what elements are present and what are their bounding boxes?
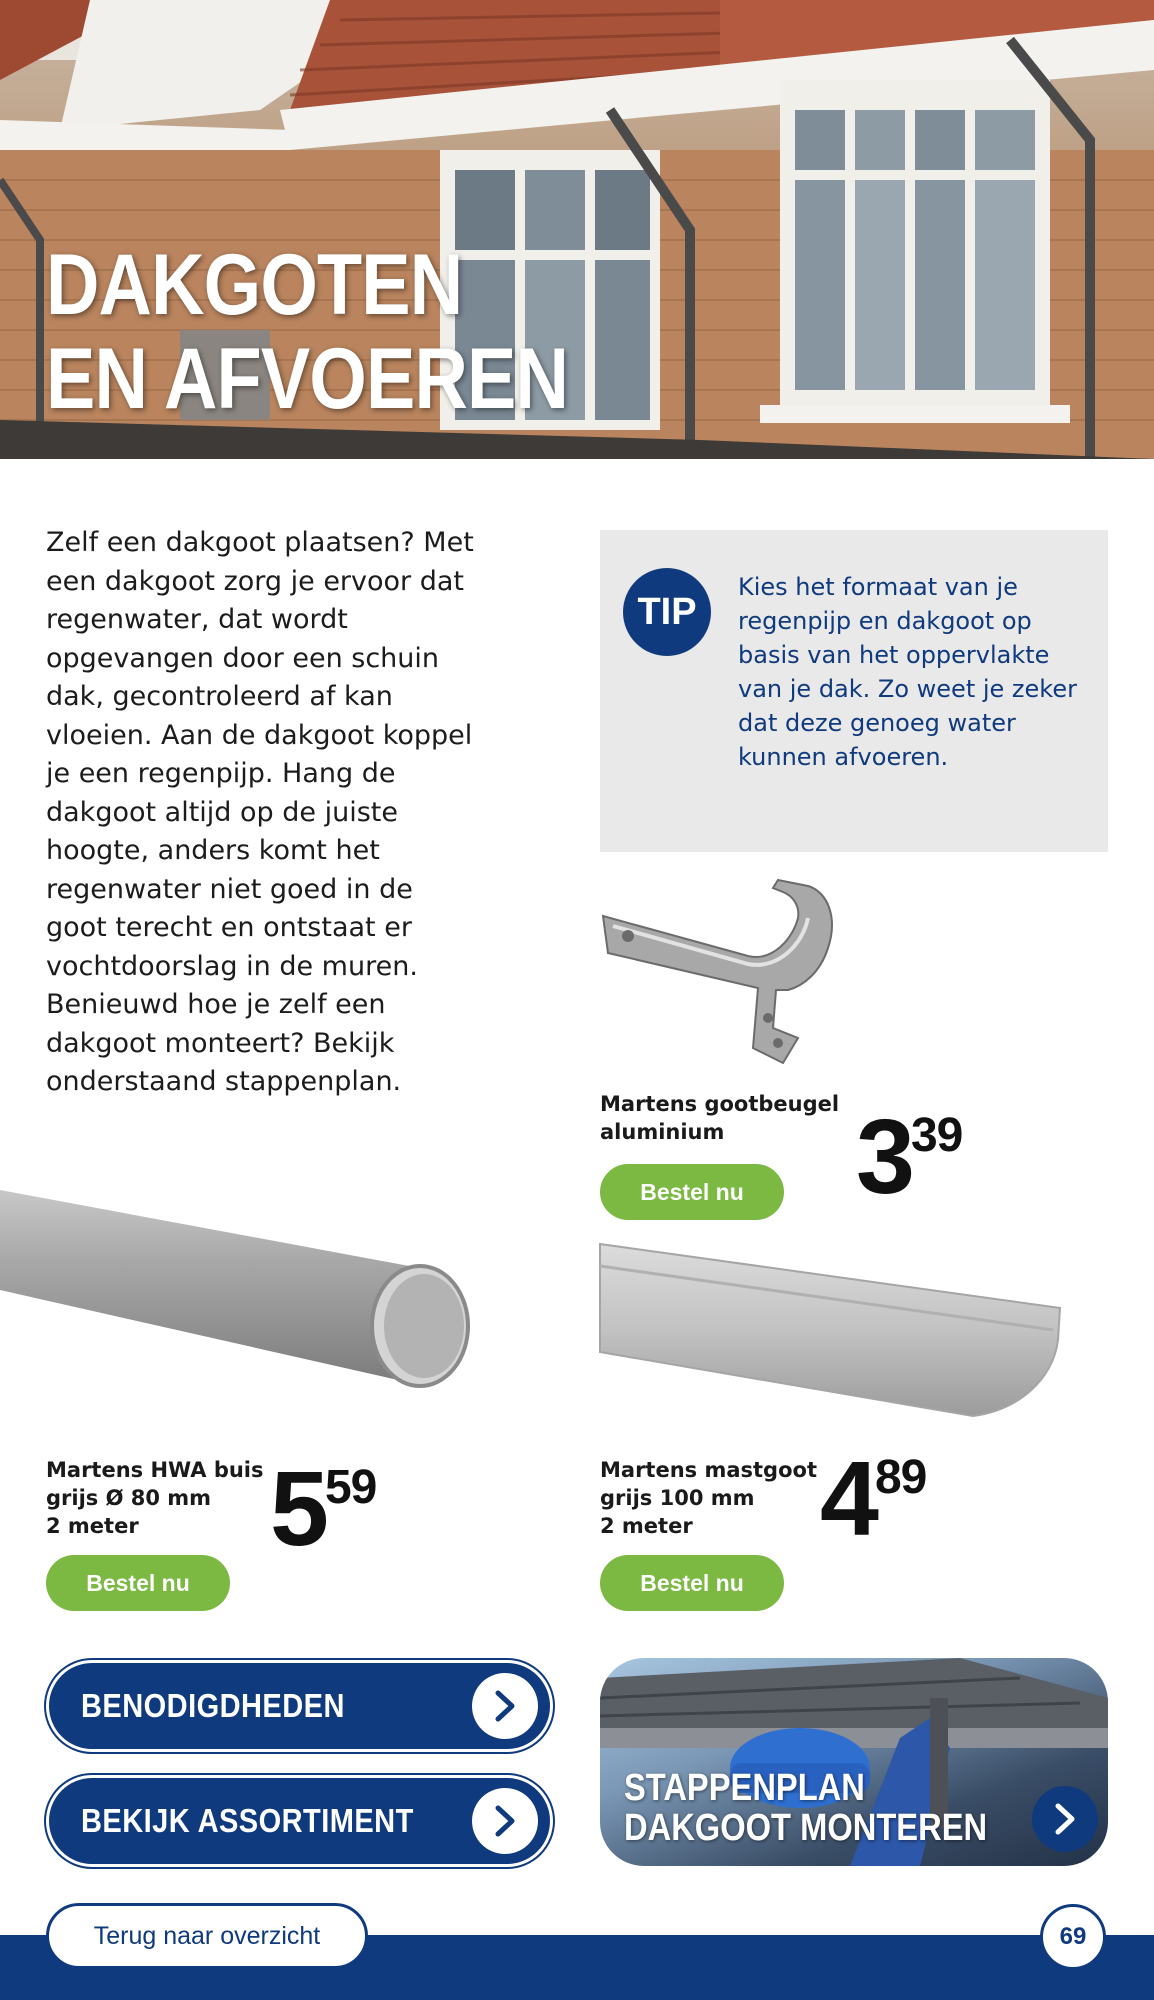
- title-line-1: DAKGOTEN: [46, 237, 463, 333]
- benodigdheden-button[interactable]: [46, 1660, 553, 1752]
- product-name-hwa-buis: Martens HWA buis grijs Ø 80 mm 2 meter: [46, 1458, 264, 1538]
- price-decimals: 89: [874, 1451, 927, 1504]
- product-name-gootbeugel: Martens gootbeugel aluminium: [600, 1092, 840, 1144]
- page-title: [46, 238, 568, 426]
- price-decimals: 39: [910, 1109, 963, 1162]
- gootbeugel-image: [598, 878, 878, 1068]
- title-line-2: EN AFVOEREN: [46, 331, 569, 427]
- intro-text: Zelf een dakgoot plaatsen? Met een dakgoot zorg je ervoor dat regenwater, dat wordt opgevangen door een schuin dak, gecontroleerd af kan vloeien. Aan de dakgoot koppel je een regenpijp. Hang de dakgoot altijd op de juiste hoogte, anders komt het regenwater niet goed in de goot terecht en ontstaat er vochtdoorslag in de muren. Benieuwd hoe je zelf een dakgoot monteert? Bekijk onderstaand stappenplan.: [46, 527, 474, 1097]
- order-button-gootbeugel[interactable]: Bestel nu: [600, 1164, 784, 1220]
- hero-banner: [0, 0, 1154, 459]
- price-integer: 5: [270, 1450, 325, 1568]
- benodigdheden-label: BENODIGDHEDEN: [81, 1687, 345, 1724]
- tip-text: Kies het formaat van je regenpijp en dakgoot op basis van het oppervlakte van je dak. Zo weet je zeker dat deze genoeg water kunnen afvoeren.: [738, 573, 1077, 771]
- tip-box: [600, 530, 1108, 852]
- chevron-right-icon: [472, 1788, 538, 1854]
- mastgoot-image: [598, 1240, 1068, 1420]
- price-integer: 4: [820, 1440, 875, 1558]
- tip-badge: TIP: [623, 568, 711, 656]
- price-gootbeugel: [856, 1098, 963, 1216]
- stappenplan-card[interactable]: [600, 1658, 1108, 1866]
- bekijk-assortiment-label: BEKIJK ASSORTIMENT: [81, 1802, 414, 1839]
- product-name-mastgoot: Martens mastgoot grijs 100 mm 2 meter: [600, 1458, 817, 1538]
- order-button-hwa-buis[interactable]: Bestel nu: [46, 1555, 230, 1611]
- back-to-overview-button[interactable]: Terug naar overzicht: [46, 1903, 368, 1969]
- page-number: 69: [1040, 1904, 1106, 1970]
- price-mastgoot: [820, 1440, 927, 1558]
- price-decimals: 59: [324, 1461, 377, 1514]
- stappenplan-title: STAPPENPLAN DAKGOOT MONTEREN: [624, 1767, 988, 1849]
- chevron-right-icon: [1032, 1786, 1098, 1852]
- order-button-mastgoot[interactable]: Bestel nu: [600, 1555, 784, 1611]
- hwa-buis-image: [0, 1180, 470, 1390]
- price-integer: 3: [856, 1098, 911, 1216]
- bekijk-assortiment-button[interactable]: [46, 1775, 553, 1867]
- price-hwa-buis: [270, 1450, 377, 1568]
- chevron-right-icon: [472, 1673, 538, 1739]
